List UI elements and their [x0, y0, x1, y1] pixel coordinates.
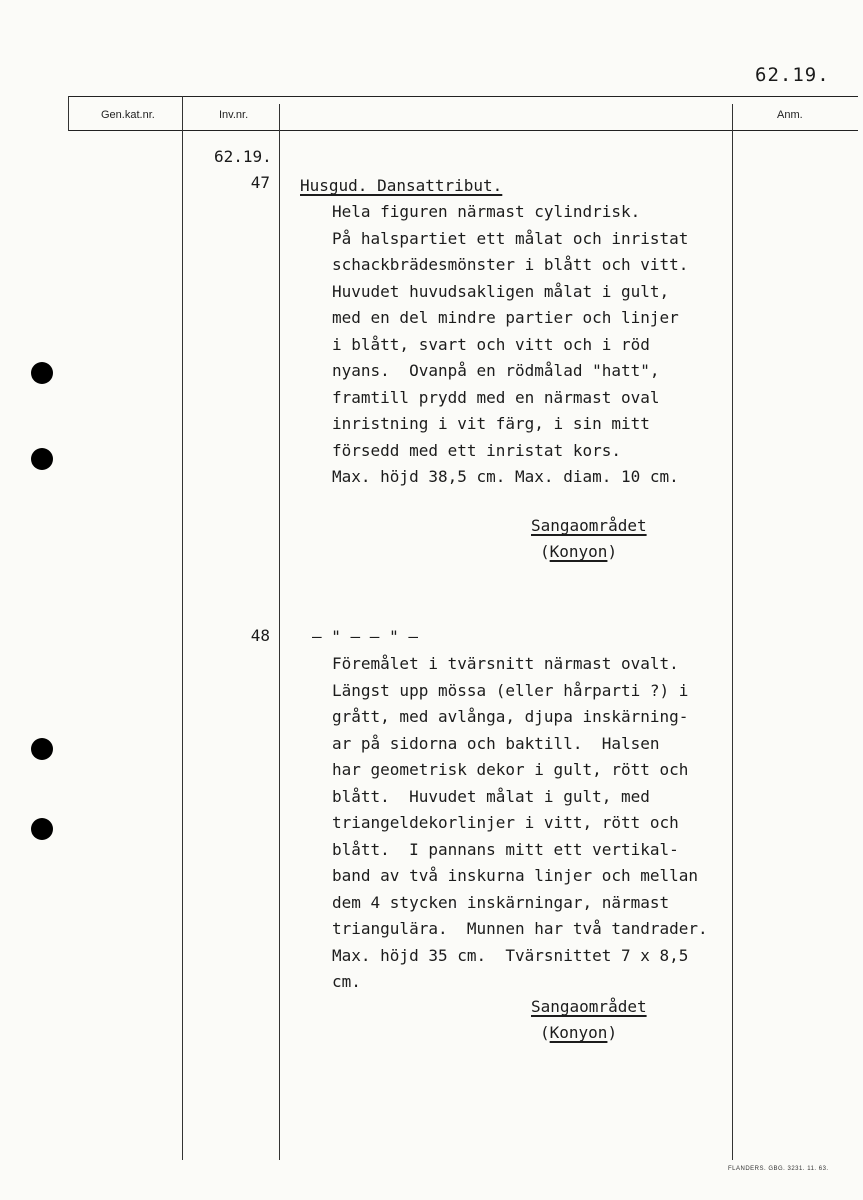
entry-region: Sangaområdet [531, 997, 647, 1016]
inventory-number: 48 [250, 626, 270, 645]
entry-people: (Konyon) [540, 542, 618, 561]
punch-hole [31, 818, 53, 840]
description-line: schackbrädesmönster i blått och vitt. [332, 255, 689, 274]
header-rule-top [68, 96, 858, 97]
page-number: 62.19. [755, 64, 830, 86]
description-line: grått, med avlånga, djupa inskärning- [332, 707, 689, 726]
punch-hole [31, 448, 53, 470]
description-line: triangulära. Munnen har två tandrader. [332, 919, 708, 938]
entry-description [332, 651, 708, 996]
header-rule-bottom [68, 130, 858, 131]
entry-title-ditto: – " – – " – [312, 627, 418, 646]
description-line: Max. höjd 35 cm. Tvärsnittet 7 x 8,5 [332, 945, 689, 965]
punch-hole [31, 362, 53, 384]
column-header-invnr: Inv.nr. [219, 109, 249, 121]
punch-hole [31, 738, 53, 760]
entry-title: Husgud. Dansattribut. [300, 176, 503, 195]
divider-text-anm [732, 104, 733, 1160]
entry-people-name: Konyon [549, 542, 608, 561]
printer-footer: FLANDERS. GBG. 3231. 11. 63. [728, 1166, 829, 1172]
column-header-genkat: Gen.kat.nr. [101, 109, 155, 121]
divider-genkat-invnr [182, 96, 183, 1160]
description-line: nyans. Ovanpå en rödmålad "hatt", [332, 361, 660, 380]
entry-description [332, 199, 688, 491]
inventory-prefix: 62.19. [214, 147, 272, 166]
description-line: ar på sidorna och baktill. Halsen [332, 733, 660, 753]
description-line: inristning i vit färg, i sin mitt [332, 414, 650, 433]
description-line: Längst upp mössa (eller hårparti ?) i [332, 680, 689, 700]
description-line: med en del mindre partier och linjer [332, 308, 679, 327]
description-line: triangeldekorlinjer i vitt, rött och [332, 813, 679, 832]
column-header-anm: Anm. [777, 109, 803, 121]
description-line: Huvudet huvudsakligen målat i gult, [332, 281, 670, 301]
inventory-number: 47 [250, 173, 270, 192]
entry-region: Sangaområdet [531, 516, 647, 535]
description-line: band av två inskurna linjer och mellan [332, 866, 699, 885]
divider-invnr-text [279, 104, 280, 1160]
entry-people: (Konyon) [540, 1023, 618, 1042]
description-line: blått. Huvudet målat i gult, med [332, 786, 650, 806]
description-line: Max. höjd 38,5 cm. Max. diam. 10 cm. [332, 467, 679, 486]
description-line: har geometrisk dekor i gult, rött och [332, 760, 689, 779]
divider-left-border [68, 96, 69, 131]
description-line: Föremålet i tvärsnitt närmast ovalt. [332, 654, 679, 673]
description-line: i blått, svart och vitt och i röd [332, 334, 650, 354]
entry-people-name: Konyon [549, 1023, 608, 1042]
description-line: cm. [332, 972, 361, 991]
description-line: dem 4 stycken inskärningar, närmast [332, 892, 670, 912]
description-line: Hela figuren närmast cylindrisk. [332, 202, 641, 221]
description-line: På halspartiet ett målat och inristat [332, 228, 689, 248]
description-line: blått. I pannans mitt ett vertikal- [332, 839, 679, 859]
description-line: försedd med ett inristat kors. [332, 440, 621, 460]
description-line: framtill prydd med en närmast oval [332, 387, 660, 407]
